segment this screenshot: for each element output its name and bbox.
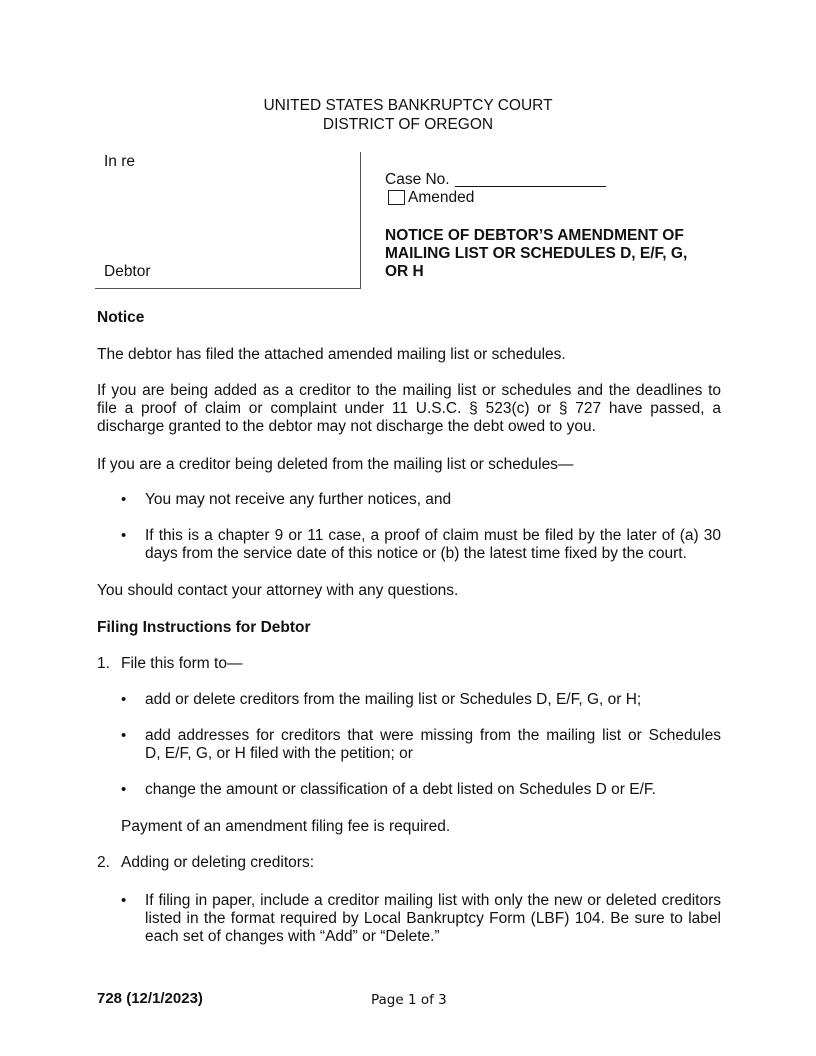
notice-paragraph-2-line2: file a proof of claim or complaint under 11 U.S.C. § 523(c) or § 727 have passed, a xyxy=(97,400,721,417)
item-1-bullet-1: add or delete creditors from the mailing list or Schedules D, E/F, G, or H; xyxy=(145,691,642,708)
court-name: UNITED STATES BANKRUPTCY COURT xyxy=(263,97,553,114)
amended-label: Amended xyxy=(408,189,475,206)
item-1-fee-note: Payment of an amendment filing fee is required. xyxy=(121,818,451,835)
form-title-line2: MAILING LIST OR SCHEDULES D, E/F, G, xyxy=(385,245,688,262)
item-1-text: File this form to— xyxy=(121,655,243,672)
item-1-bullet-2-line2: D, E/F, G, or H filed with the petition; or xyxy=(145,745,413,762)
item-2-bullet-1-line1: If filing in paper, include a creditor mailing list with only the new or deleted creditors xyxy=(145,892,721,909)
item-1-bullet-2-line1: add addresses for creditors that were missing from the mailing list or Schedules xyxy=(145,727,721,744)
form-id: 728 (12/1/2023) xyxy=(97,990,203,1007)
item-2-bullet-1-line2: listed in the format required by Local Bankruptcy Form (LBF) 104. Be sure to label xyxy=(145,910,721,927)
case-no-field[interactable] xyxy=(455,186,606,187)
form-title-line1: NOTICE OF DEBTOR’S AMENDMENT OF xyxy=(385,227,684,244)
bullet-glyph: • xyxy=(121,781,127,798)
bullet-glyph: • xyxy=(121,527,127,544)
item-1-bullet-3: change the amount or classification of a debt listed on Schedules D or E/F. xyxy=(145,781,656,798)
notice-bullet-2-line1: If this is a chapter 9 or 11 case, a proof of claim must be filed by the later of (a) 30 xyxy=(145,527,721,544)
notice-paragraph-4: You should contact your attorney with any questions. xyxy=(97,582,459,599)
item-1-number: 1. xyxy=(97,655,110,672)
instructions-heading: Filing Instructions for Debtor xyxy=(97,619,311,636)
debtor-label: Debtor xyxy=(104,263,151,280)
item-2-text: Adding or deleting creditors: xyxy=(121,854,315,871)
bullet-glyph: • xyxy=(121,892,127,909)
notice-bullet-1: You may not receive any further notices, and xyxy=(145,491,452,508)
notice-bullet-2-line2: days from the service date of this notice or (b) the latest time fixed by the court. xyxy=(145,545,687,562)
amended-checkbox[interactable] xyxy=(388,190,405,205)
notice-paragraph-2-line3: discharge granted to the debtor may not discharge the debt owed to you. xyxy=(97,418,596,435)
notice-paragraph-3: If you are a creditor being deleted from the mailing list or schedules— xyxy=(97,456,574,473)
item-2-bullet-1-line3: each set of changes with “Add” or “Delete.” xyxy=(145,928,440,945)
page-number: Page 1 of 3 xyxy=(371,992,447,1008)
case-no-label: Case No. xyxy=(385,171,450,188)
form-title-line3: OR H xyxy=(385,263,424,280)
bullet-glyph: • xyxy=(121,727,127,744)
notice-paragraph-2-line1: If you are being added as a creditor to the mailing list or schedules and the deadlines to xyxy=(97,382,721,399)
bullet-glyph: • xyxy=(121,491,127,508)
notice-heading: Notice xyxy=(97,309,145,326)
notice-paragraph-1: The debtor has filed the attached amended mailing list or schedules. xyxy=(97,346,566,363)
court-district: DISTRICT OF OREGON xyxy=(322,116,494,133)
item-2-number: 2. xyxy=(97,854,110,871)
in-re-label: In re xyxy=(104,153,136,170)
bullet-glyph: • xyxy=(121,691,127,708)
